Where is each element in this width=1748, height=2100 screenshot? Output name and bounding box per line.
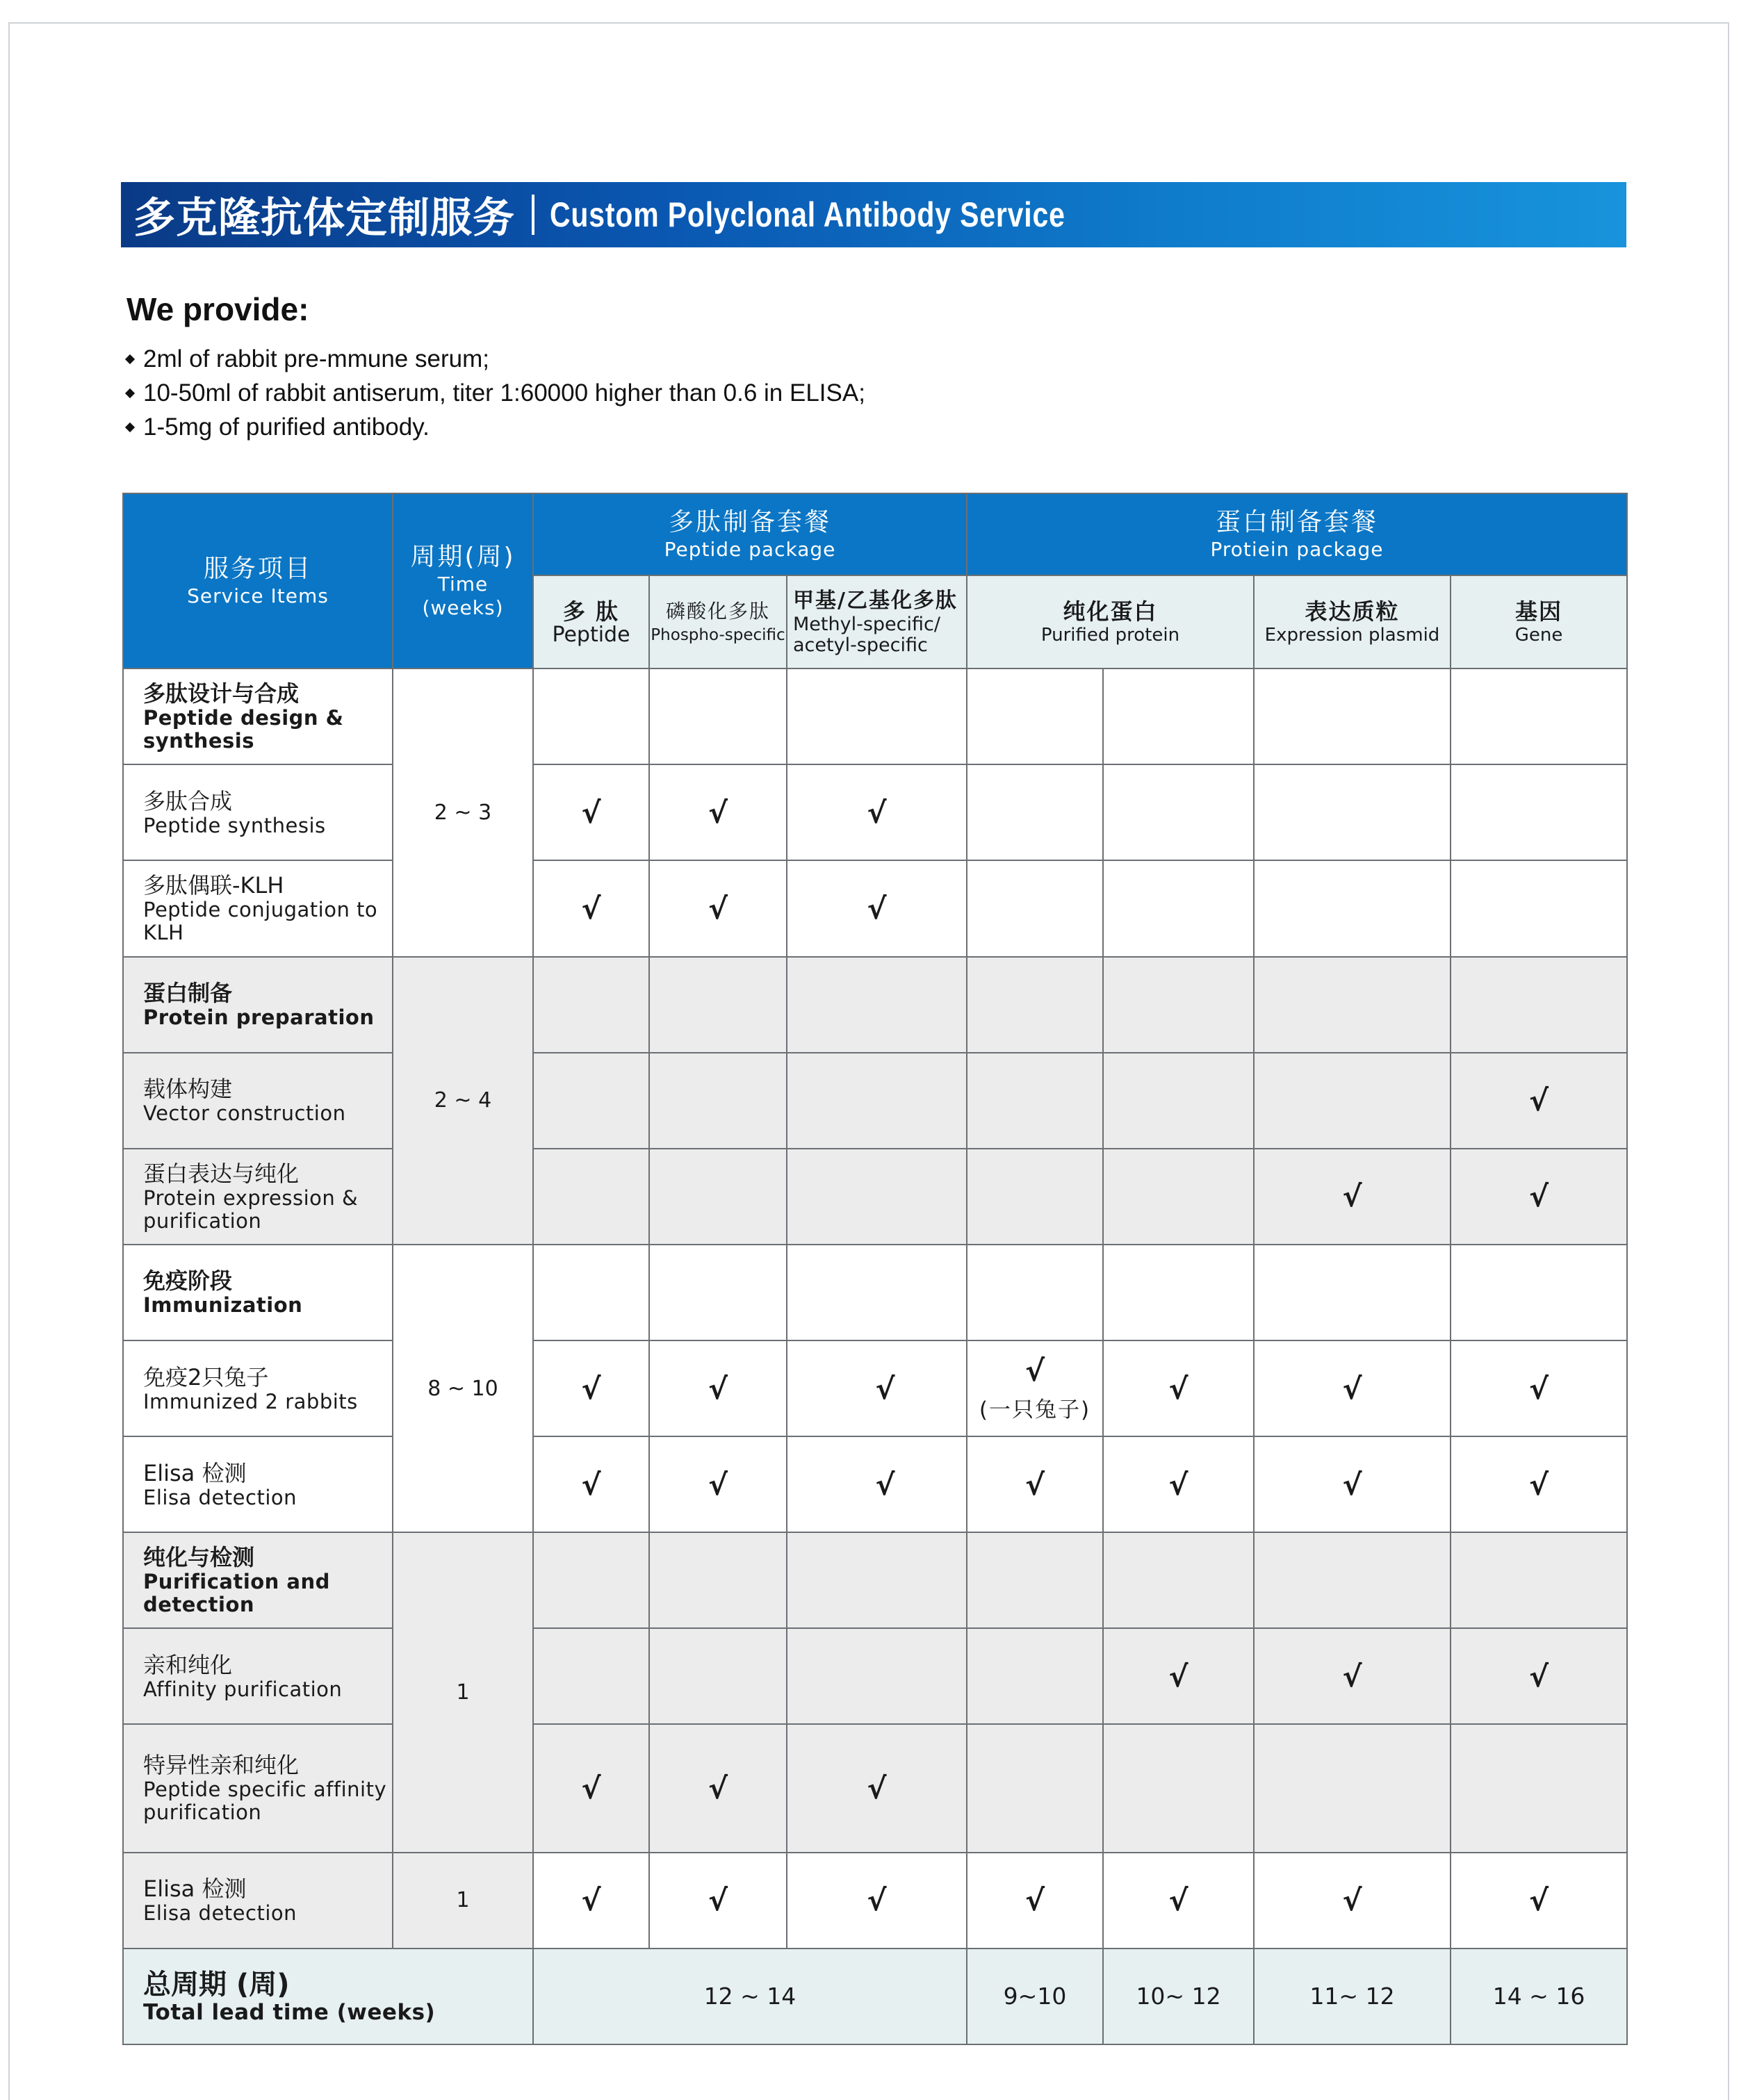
table-row [123,1853,1627,1949]
time-cell: 1 [393,1853,533,1949]
row-label: 多肽设计与合成 Peptide design & synthesis [123,668,393,764]
total-gene: 14 ~ 16 [1451,1949,1627,2044]
total-purified-b: 10~ 12 [1103,1949,1254,2044]
check-mark: √ [1168,1371,1189,1406]
check-mark: √ [867,795,887,830]
check-mark: √ [581,1371,601,1406]
header-row [123,493,1627,575]
expression-plasmid-col-header: 表达质粒 Expression plasmid [1254,575,1451,668]
time-cell: 2 ~ 4 [393,957,533,1245]
check-mark: √ [708,795,728,830]
check-mark: √ [708,891,728,926]
phospho-col-header: 磷酸化多肽 Phospho-specific [649,575,787,668]
check-mark: √ [1342,1883,1362,1918]
check-mark: √ [1529,1179,1549,1214]
service-items-header: 服务项目 Service Items [123,493,393,668]
peptide-package-header: 多肽制备套餐 Peptide package [533,493,967,575]
provide-section [126,290,865,444]
list-item: 2ml of rabbit pre-mmune serum; [126,342,865,376]
protein-package-header: 蛋白制备套餐 Protiein package [967,493,1627,575]
total-purified-a: 9~10 [967,1949,1103,2044]
banner-separator [532,195,534,235]
row-label: 多肽合成 Peptide synthesis [123,764,393,860]
check-mark: √ [1529,1883,1549,1918]
check-mark: √ [581,891,601,926]
check-mark: √ [708,1467,728,1502]
check-mark: √ [1529,1371,1549,1406]
check-mark: √ [581,1467,601,1502]
total-peptide: 12 ~ 14 [533,1949,967,2044]
row-label: 多肽偶联-KLH Peptide conjugation to KLH [123,860,393,956]
total-row [123,1949,1627,2044]
check-mark: √ [1024,1467,1045,1502]
time-cell: 2 ~ 3 [393,668,533,956]
peptide-col-header: 多 肽 Peptide [533,575,649,668]
provide-list [126,342,865,444]
check-mark: √ [708,1883,728,1918]
time-header: 周期(周) Time (weeks) [393,493,533,668]
list-item: 10-50ml of rabbit antiserum, titer 1:60000 higher than 0.6 in ELISA; [126,376,865,410]
bullet-icon [125,388,135,398]
table-row [123,860,1627,956]
check-mark: √ [1024,1354,1045,1388]
check-mark: √ [875,1371,895,1406]
check-mark: √ [867,1883,887,1918]
bullet-icon [125,423,135,432]
table-row [123,1149,1627,1245]
check-mark: √ [875,1467,895,1502]
gene-col-header: 基因 Gene [1451,575,1627,668]
service-table [122,493,1628,2045]
check-mark: √ [1342,1467,1362,1502]
row-label: 亲和纯化 Affinity purification [123,1628,393,1724]
purified-protein-col-header: 纯化蛋白 Purified protein [967,575,1254,668]
row-label: 免疫2只兔子 Immunized 2 rabbits [123,1340,393,1436]
row-label: 特异性亲和纯化 Peptide specific affinity purification [123,1724,393,1852]
row-label: Elisa 检测 Elisa detection [123,1853,393,1949]
table-row [123,668,1627,764]
check-mark: √ [1529,1659,1549,1693]
check-mark: √ [581,795,601,830]
total-plasmid: 11~ 12 [1254,1949,1451,2044]
table-row [123,764,1627,860]
check-mark: √ [1342,1659,1362,1693]
check-mark: √ [1529,1467,1549,1502]
check-mark: √ [1168,1883,1189,1918]
title-banner [121,182,1626,247]
banner-title-zh: 多克隆抗体定制服务 [133,194,515,243]
check-mark: √ [1529,1083,1549,1118]
one-rabbit-note: (一只兔子) [979,1397,1091,1423]
provide-heading: We provide: [126,291,309,327]
check-mark: √ [581,1883,601,1918]
bullet-icon [125,354,135,364]
row-label: 载体构建 Vector construction [123,1053,393,1149]
check-mark: √ [1168,1659,1189,1693]
row-label: 免疫阶段 Immunization [123,1245,393,1340]
row-label: 纯化与检测 Purification and detection [123,1532,393,1628]
table-row [123,1245,1627,1340]
row-label: Elisa 检测 Elisa detection [123,1436,393,1532]
check-mark: √ [581,1771,601,1805]
check-mark: √ [1024,1883,1045,1918]
table-row [123,1436,1627,1532]
check-mark: √ [708,1371,728,1406]
table-row [123,1053,1627,1149]
check-mark: √ [1168,1467,1189,1502]
time-cell: 8 ~ 10 [393,1245,533,1532]
methyl-col-header: 甲基/乙基化多肽 Methyl-specific/ acetyl-specific [787,575,967,668]
time-cell: 1 [393,1532,533,1852]
check-mark: √ [1342,1371,1362,1406]
list-item: 1-5mg of purified antibody. [126,410,865,444]
check-mark: √ [867,1771,887,1805]
banner-title-en: Custom Polyclonal Antibody Service [550,195,1065,234]
row-label: 蛋白表达与纯化 Protein expression & purification [123,1149,393,1245]
check-mark: √ [867,891,887,926]
row-label: 蛋白制备 Protein preparation [123,957,393,1053]
check-mark: √ [708,1771,728,1805]
total-label: 总周期 (周) Total lead time (weeks) [123,1949,533,2044]
table-row [123,1340,1627,1436]
check-mark: √ [1342,1179,1362,1214]
table-row [123,1628,1627,1724]
table-row [123,957,1627,1053]
table-row [123,1724,1627,1852]
table-row [123,1532,1627,1628]
